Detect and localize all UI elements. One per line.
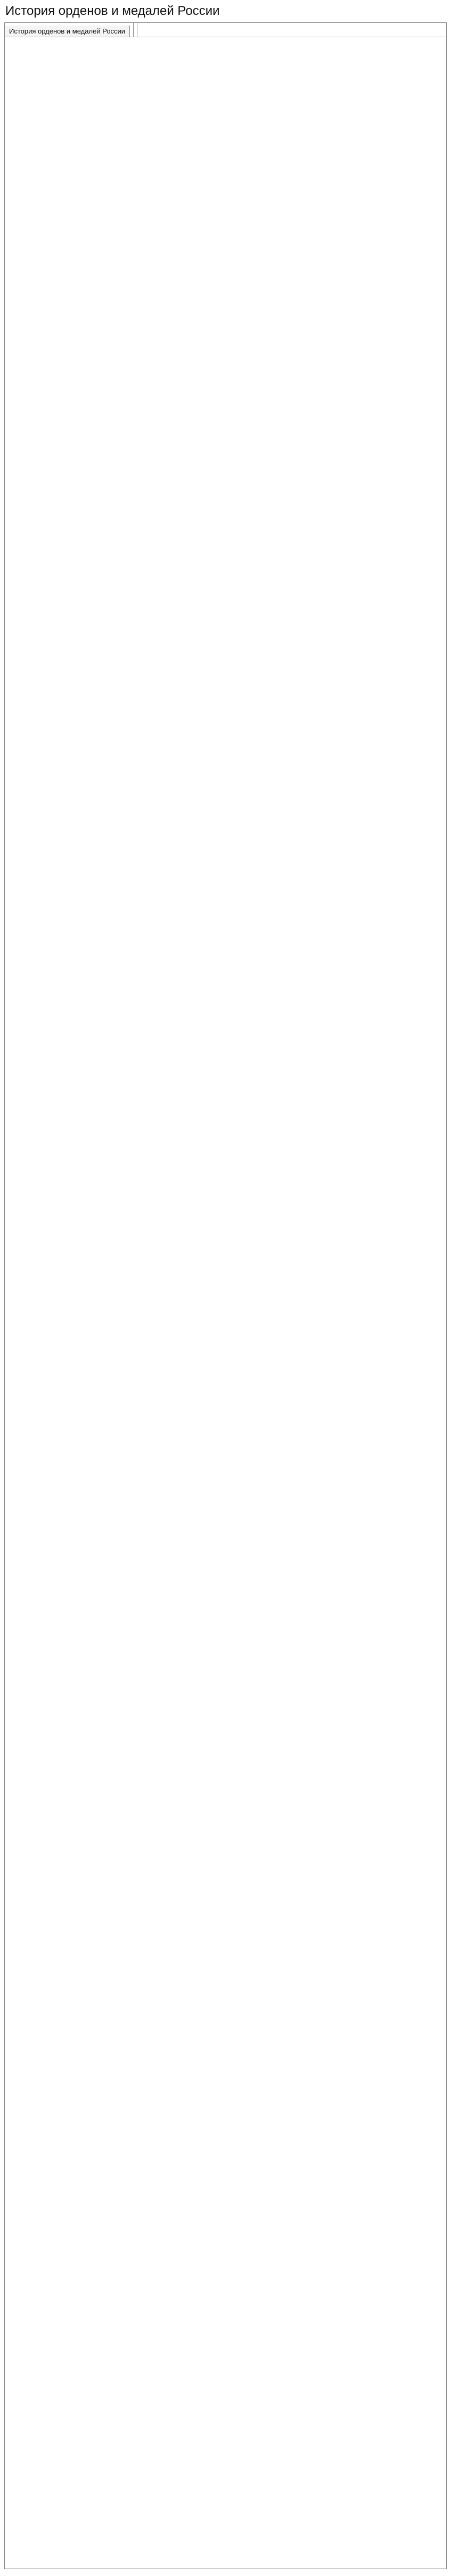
tab-separator (134, 23, 137, 37)
tab-history[interactable]: История орденов и медалей России (5, 26, 130, 37)
content-frame (4, 37, 447, 2569)
page-title: История орденов и медалей России (5, 4, 220, 18)
tab-separator (130, 23, 134, 37)
tab-bar (4, 22, 447, 37)
